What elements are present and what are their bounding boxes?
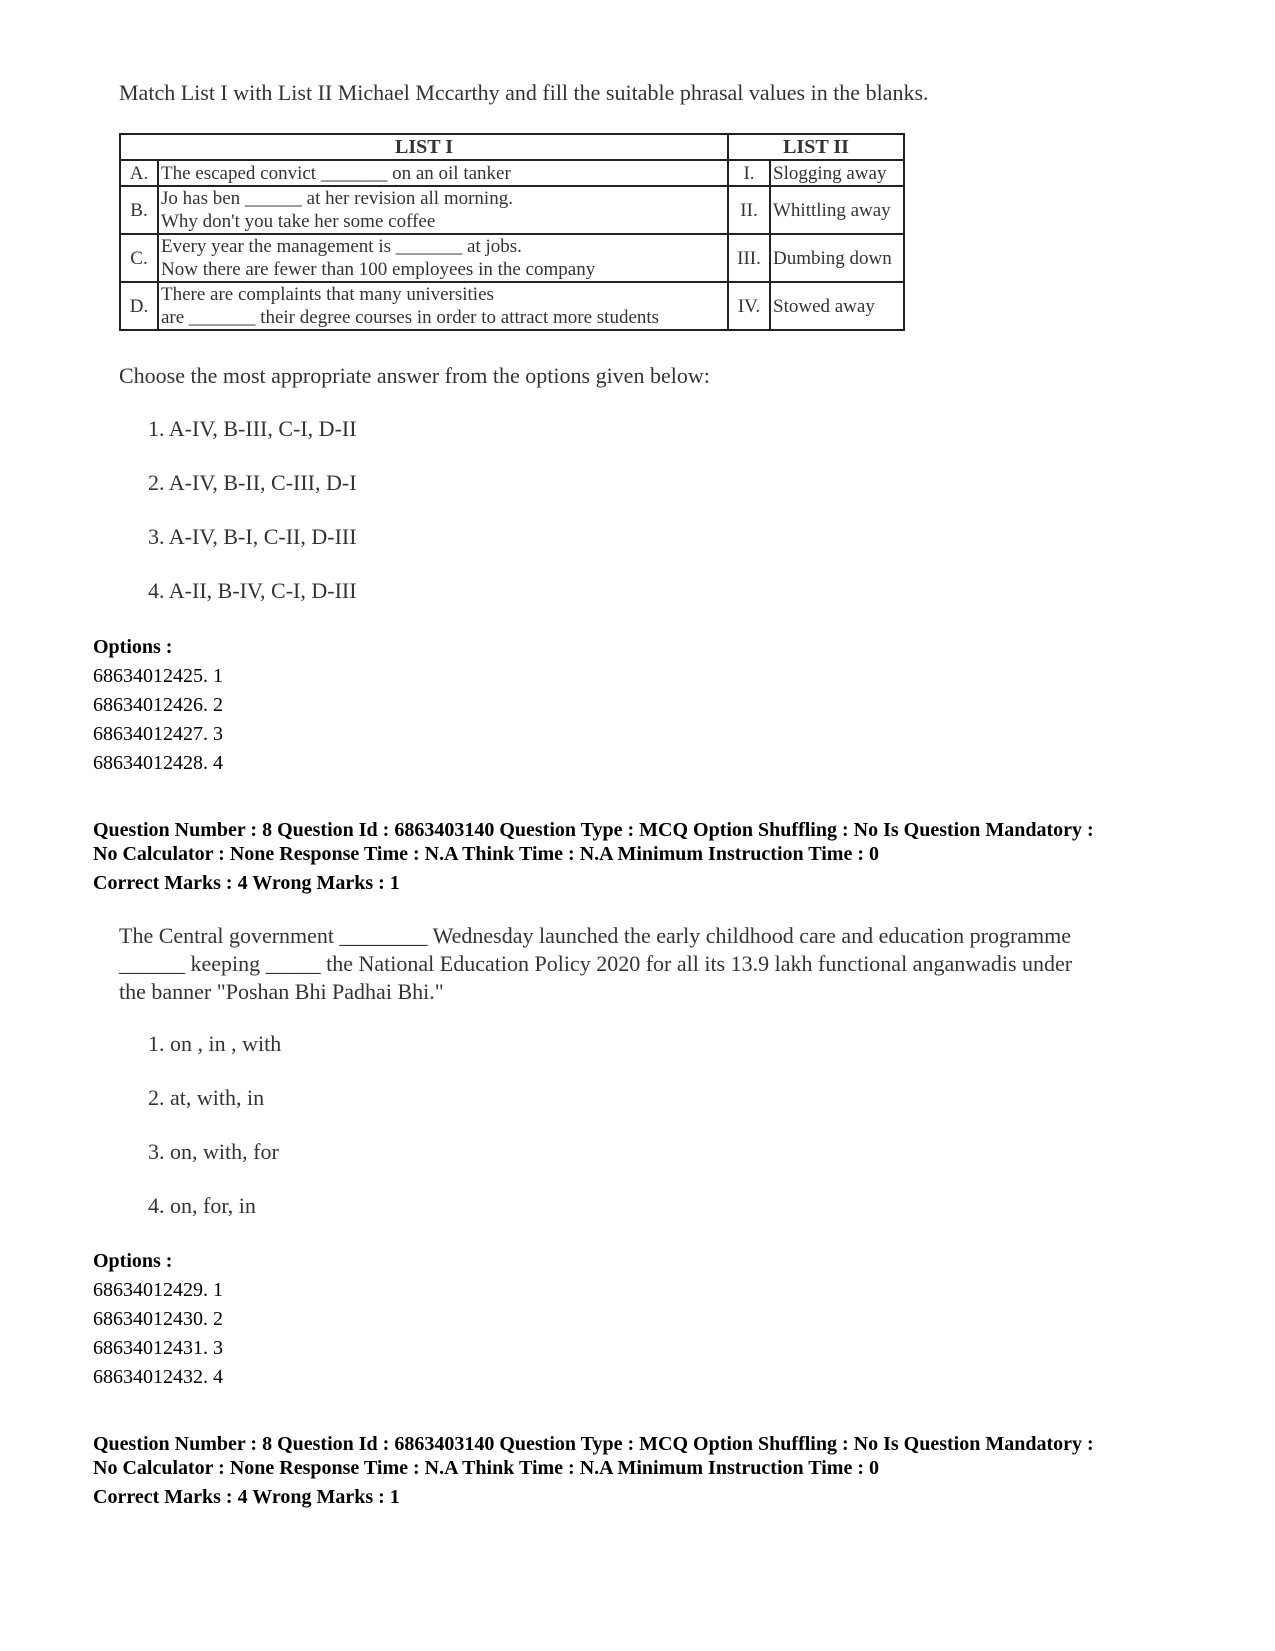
question-marks: Correct Marks : 4 Wrong Marks : 1 [93, 1486, 400, 1508]
table-row [120, 160, 904, 186]
option-id: 68634012432. 4 [93, 1366, 223, 1388]
statement-line: Jo has ben ______ at her revision all morning. [161, 188, 513, 209]
option-id: 68634012425. 1 [93, 665, 223, 687]
statement-line: Why don't you take her some coffee [161, 211, 436, 232]
row-roman: IV. [728, 282, 770, 330]
choice-item: 3. on, with, for [148, 1139, 279, 1164]
question-text-line: The Central government ________ Wednesday launched the early childhood care and education programme [119, 923, 1072, 948]
question-meta-line: No Calculator : None Response Time : N.A Think Time : N.A Minimum Instruction Time : 0 [93, 843, 879, 865]
list-ii-header: LIST II [728, 134, 904, 160]
row-phrase: Slogging away [770, 160, 904, 186]
row-phrase: Whittling away [770, 186, 904, 234]
table-row [120, 234, 904, 282]
question-meta-line: No Calculator : None Response Time : N.A Think Time : N.A Minimum Instruction Time : 0 [93, 1457, 879, 1479]
options-label: Options : [93, 1250, 173, 1272]
answer-prompt: Choose the most appropriate answer from the options given below: [119, 363, 710, 388]
statement-line: There are complaints that many universities [161, 284, 494, 305]
row-phrase: Dumbing down [770, 234, 904, 282]
choice-item: 3. A-IV, B-I, C-II, D-III [148, 524, 357, 549]
question-text-line: ______ keeping _____ the National Education Policy 2020 for all its 13.9 lakh functional anganwadis under [119, 951, 1073, 976]
row-statement [158, 186, 728, 234]
option-id: 68634012429. 1 [93, 1279, 223, 1301]
option-id: 68634012428. 4 [93, 752, 223, 774]
option-id: 68634012431. 3 [93, 1337, 223, 1359]
choice-item: 1. on , in , with [148, 1031, 282, 1056]
row-roman: I. [728, 160, 770, 186]
option-id: 68634012427. 3 [93, 723, 223, 745]
choice-item: 1. A-IV, B-III, C-I, D-II [148, 416, 357, 441]
row-roman: III. [728, 234, 770, 282]
list-i-header: LIST I [120, 134, 728, 160]
row-phrase: Stowed away [770, 282, 904, 330]
row-roman: II. [728, 186, 770, 234]
choice-item: 2. at, with, in [148, 1085, 265, 1110]
options-label: Options : [93, 636, 173, 658]
question-instruction: Match List I with List II Michael Mccarthy and fill the suitable phrasal values in the blanks. [119, 80, 929, 105]
question-marks: Correct Marks : 4 Wrong Marks : 1 [93, 872, 400, 894]
question-meta-line: Question Number : 8 Question Id : 6863403140 Question Type : MCQ Option Shuffling : No Is Question Mandatory : [93, 819, 1094, 841]
option-id: 68634012430. 2 [93, 1308, 223, 1330]
row-statement [158, 234, 728, 282]
statement-line: Now there are fewer than 100 employees in the company [161, 259, 596, 280]
question-meta-line: Question Number : 8 Question Id : 6863403140 Question Type : MCQ Option Shuffling : No Is Question Mandatory : [93, 1433, 1094, 1455]
row-key: C. [120, 234, 158, 282]
statement-line: The escaped convict _______ on an oil tanker [161, 162, 511, 184]
row-statement [158, 282, 728, 330]
choice-item: 4. A-II, B-IV, C-I, D-III [148, 578, 357, 603]
table-row [120, 282, 904, 330]
choice-item: 4. on, for, in [148, 1193, 256, 1218]
statement-line: Every year the management is _______ at jobs. [161, 236, 522, 257]
question-text-line: the banner "Poshan Bhi Padhai Bhi." [119, 979, 444, 1004]
match-table [119, 133, 905, 331]
table-header-row [120, 134, 904, 160]
row-key: B. [120, 186, 158, 234]
row-key: D. [120, 282, 158, 330]
row-key: A. [120, 160, 158, 186]
option-id: 68634012426. 2 [93, 694, 223, 716]
choice-item: 2. A-IV, B-II, C-III, D-I [148, 470, 357, 495]
statement-line: are _______ their degree courses in order to attract more students [161, 307, 660, 328]
table-row [120, 186, 904, 234]
row-statement [158, 160, 728, 186]
